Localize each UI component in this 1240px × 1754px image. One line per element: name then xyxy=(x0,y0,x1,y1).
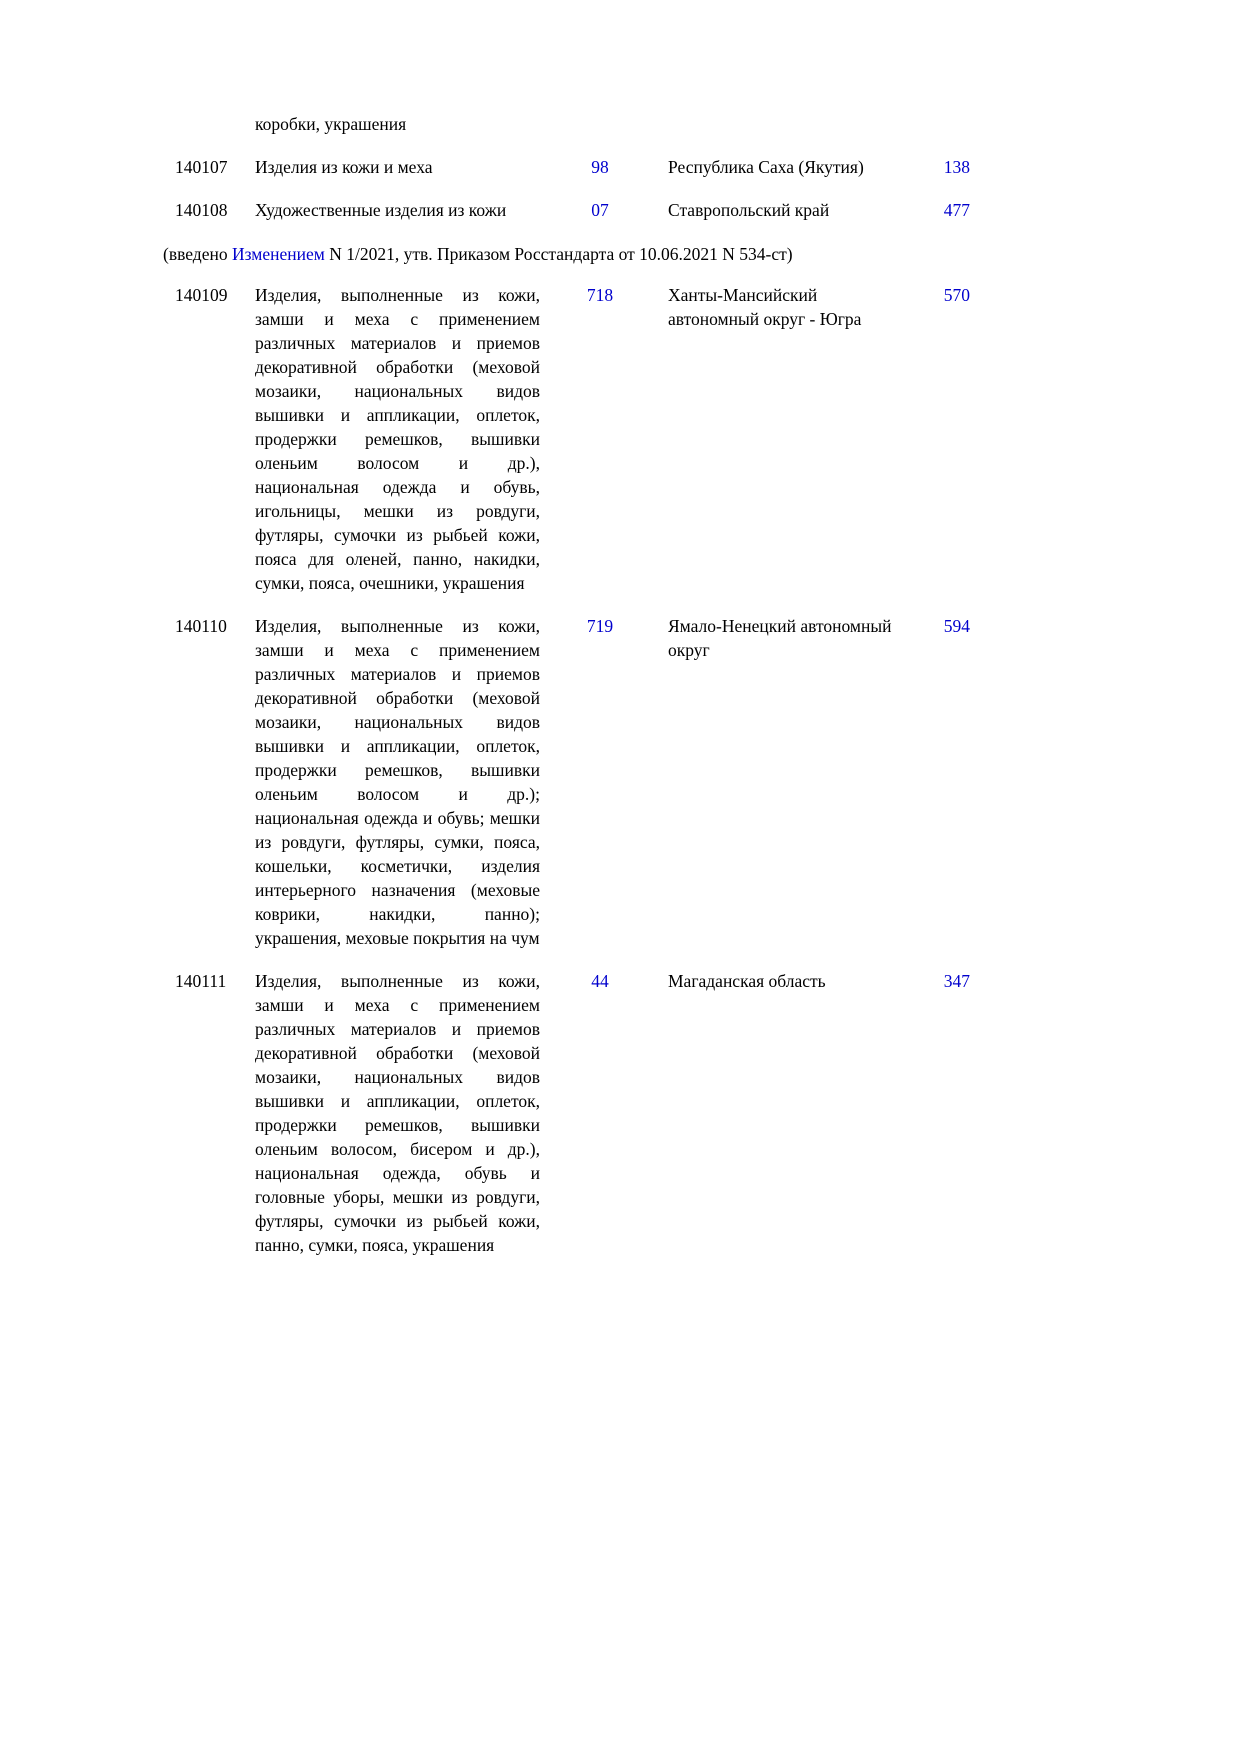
row-code: 140110 xyxy=(175,616,227,636)
region-code-link[interactable]: 570 xyxy=(943,285,970,305)
region-name: Ставропольский край xyxy=(668,200,830,220)
row-description: Художественные изделия из кожи xyxy=(255,200,507,220)
region-name: Ямало-Ненецкий автономный округ xyxy=(668,616,892,660)
row-description: Изделия, выполненные из кожи, замши и меха с применением различных материалов и приемов декоративной обработки (меховой мозаики, национальных видов вышивки и аппликации, оплеток, продержки ремешков, вышивки оленьим волосом и др.), национальная одежда и обувь, игольницы, мешки из ровдуги, футляры, сумочки из рыбьей кожи, пояса для оленей, панно, накидки, сумки, пояса, очешники, украшения xyxy=(255,285,540,593)
ref-number-link[interactable]: 719 xyxy=(586,616,614,636)
table-row xyxy=(163,614,970,950)
continuation-text: коробки, украшения xyxy=(255,114,407,134)
region-name: Республика Саха (Якутия) xyxy=(668,157,864,177)
row-description: Изделия, выполненные из кожи, замши и меха с применением различных материалов и приемов декоративной обработки (меховой мозаики, национальных видов вышивки и аппликации, оплеток, продержки ремешков, вышивки оленьим волосом и др.); национальная одежда и обувь; мешки из ровдуги, футляры, сумки, пояса, кошельки, косметички, изделия интерьерного назначения (меховые коврики, накидки, панно); украшения, меховые покрытия на чум xyxy=(255,616,540,948)
ref-number-link[interactable]: 07 xyxy=(591,200,609,220)
region-name: Ханты-Мансийский автономный округ - Югра xyxy=(668,285,862,329)
amendment-note-suffix: N 1/2021, утв. Приказом Росстандарта от 10.06.2021 N 534-ст) xyxy=(324,244,793,264)
row-description: Изделия из кожи и меха xyxy=(255,157,433,177)
region-code-link[interactable]: 594 xyxy=(943,616,970,636)
table-row xyxy=(163,969,970,1257)
ref-number-link[interactable]: 44 xyxy=(591,971,609,991)
region-code-link[interactable]: 477 xyxy=(943,200,970,220)
table-row xyxy=(163,283,970,595)
row-code: 140111 xyxy=(175,971,227,991)
region-code-link[interactable]: 347 xyxy=(943,971,970,991)
amendment-note xyxy=(163,242,970,266)
amendment-note-prefix: (введено xyxy=(163,244,232,264)
row-description: Изделия, выполненные из кожи, замши и меха с применением различных материалов и приемов декоративной обработки (меховой мозаики, национальных видов вышивки и аппликации, оплеток, продержки ремешков, вышивки оленьим волосом, бисером и др.), национальная одежда, обувь и головные уборы, мешки из ровдуги, футляры, сумочки из рыбьей кожи, панно, сумки, пояса, украшения xyxy=(255,971,540,1255)
row-code: 140107 xyxy=(175,157,228,177)
row-code: 140109 xyxy=(175,285,228,305)
table-row xyxy=(163,198,970,222)
document-content xyxy=(163,112,970,1276)
region-name: Магаданская область xyxy=(668,971,826,991)
row-code: 140108 xyxy=(175,200,228,220)
table-row xyxy=(163,155,970,179)
ref-number-link[interactable]: 718 xyxy=(586,285,614,305)
ref-number-link[interactable]: 98 xyxy=(591,157,609,177)
amendment-link[interactable]: Изменением xyxy=(231,244,325,264)
region-code-link[interactable]: 138 xyxy=(943,157,970,177)
